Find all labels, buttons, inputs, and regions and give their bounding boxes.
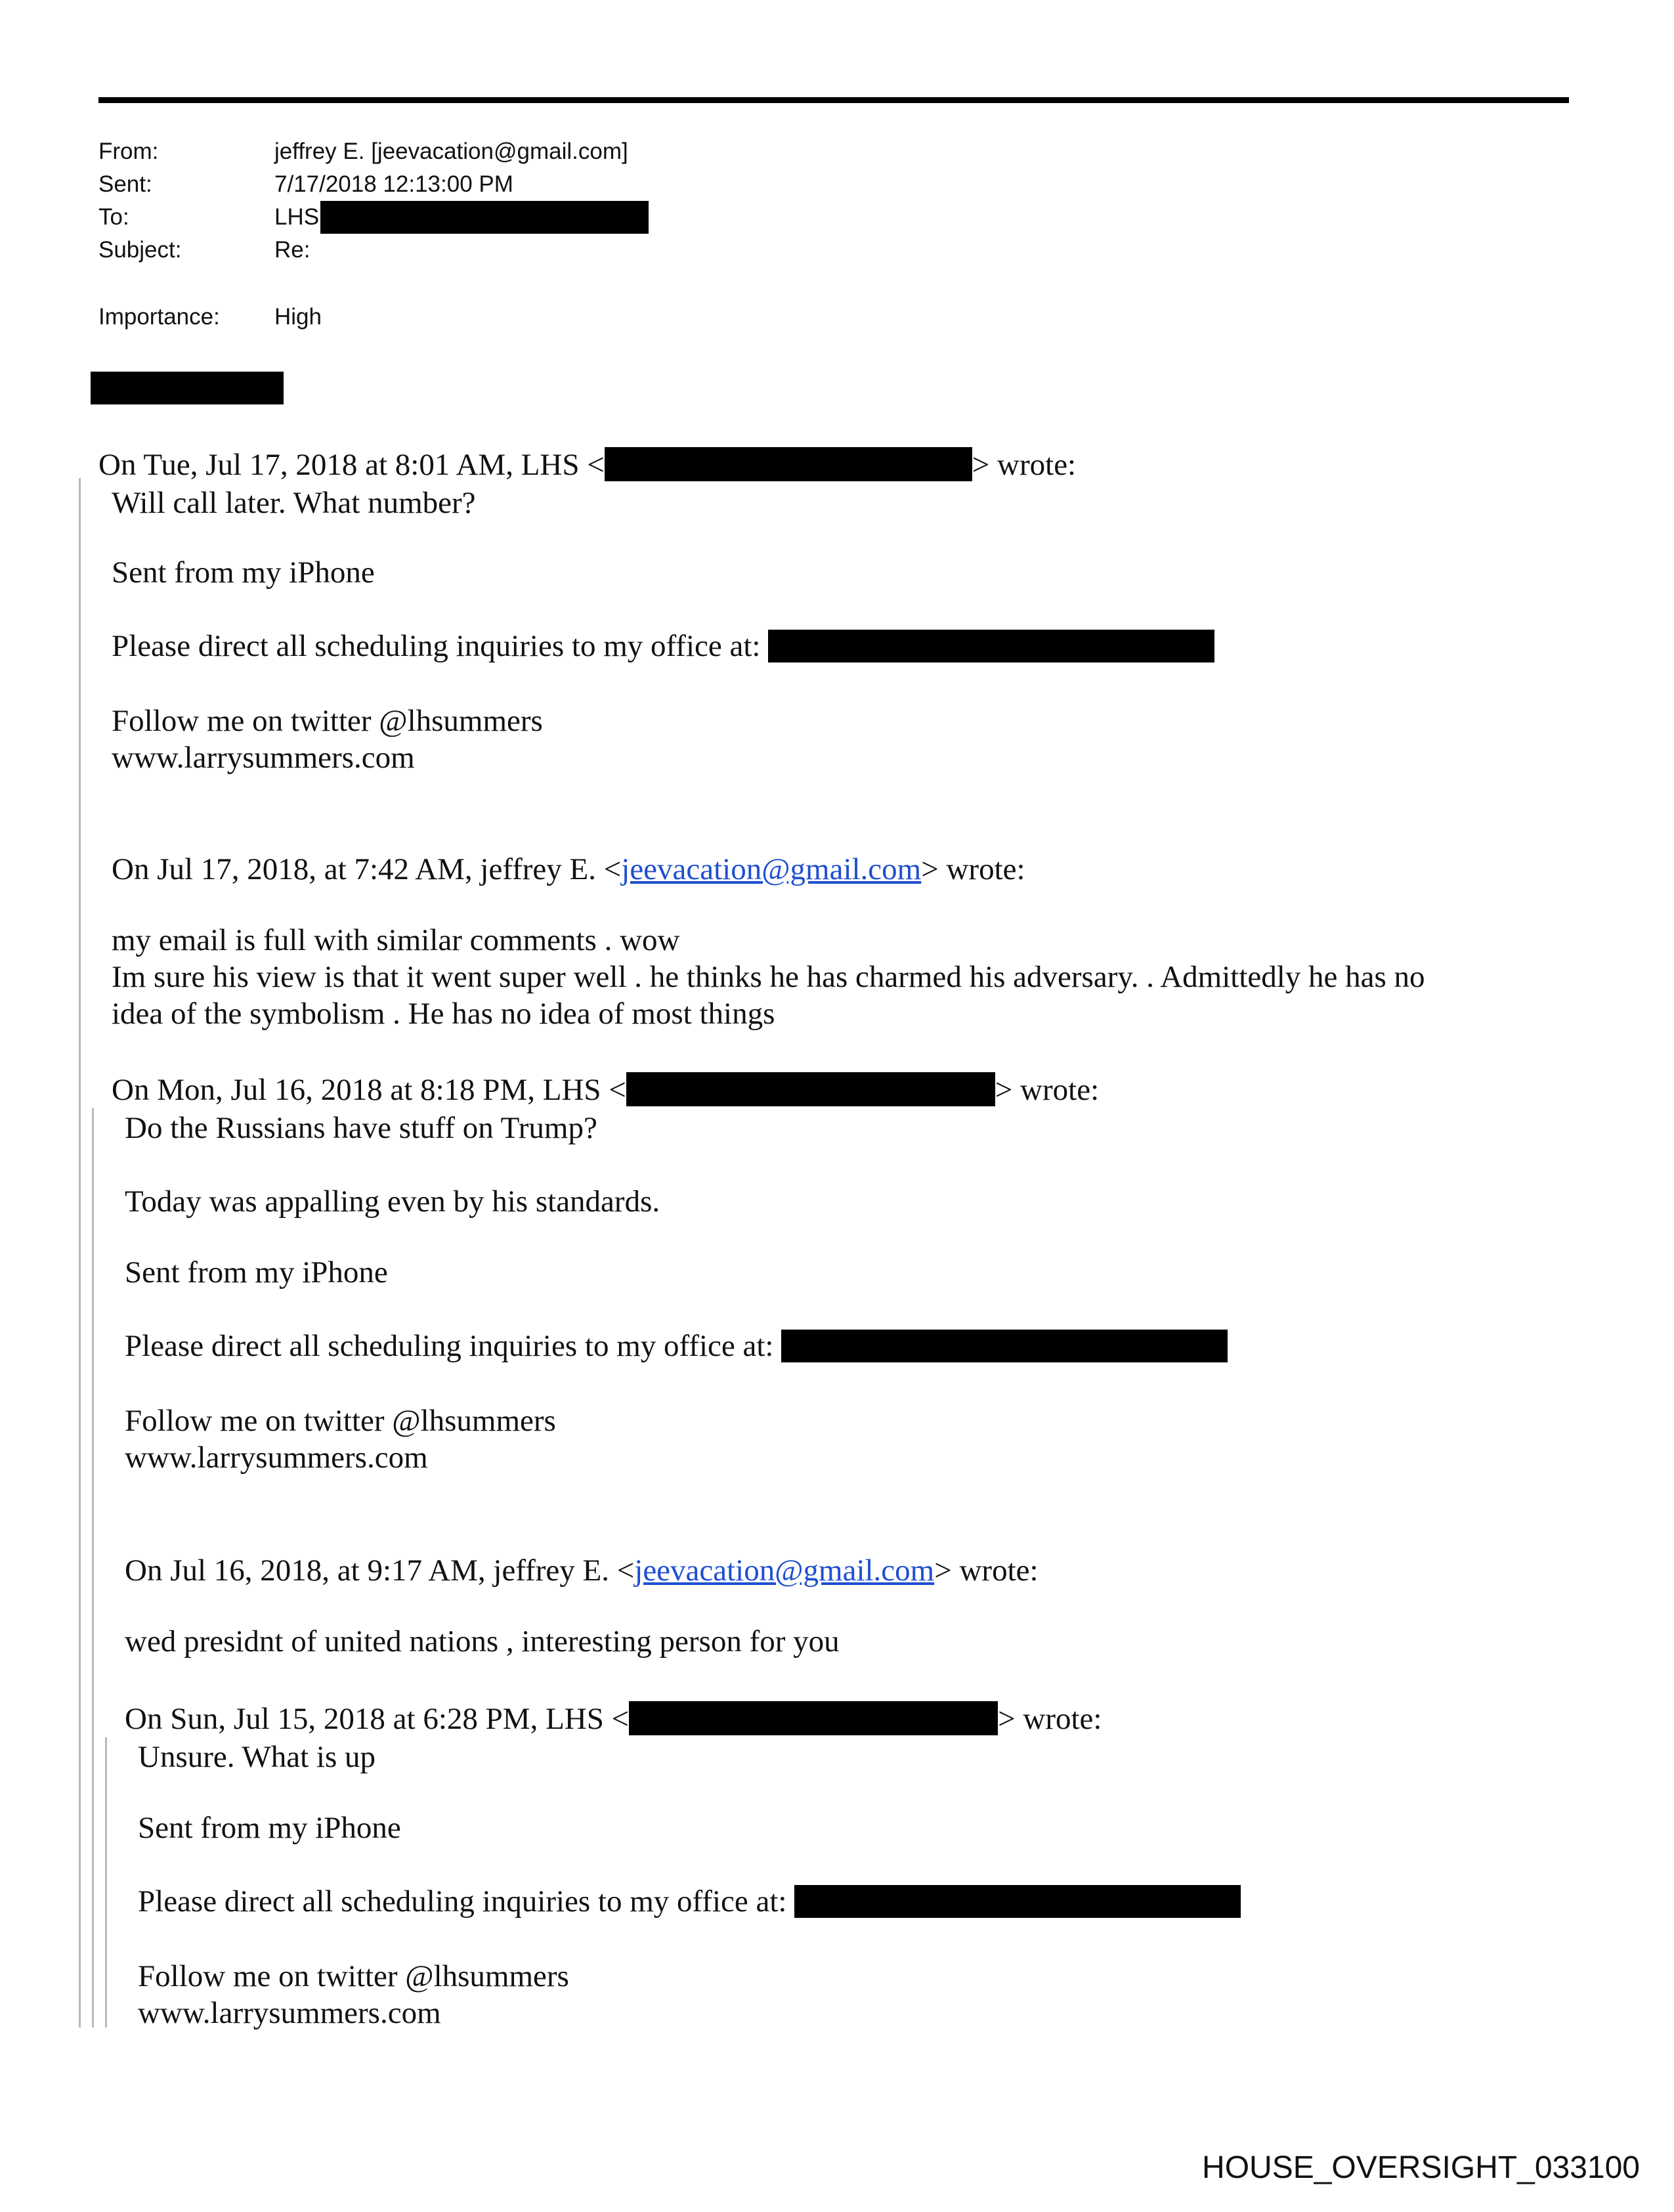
signature-sent-from: Sent from my iPhone (112, 555, 375, 590)
redaction-bar (626, 1072, 995, 1106)
message-line: idea of the symbolism . He has no idea of most things (112, 997, 775, 1031)
quote-attribution: On Sun, Jul 15, 2018 at 6:28 PM, LHS < > wrote: (125, 1702, 1102, 1736)
signature-twitter: Follow me on twitter @lhsummers (125, 1404, 556, 1438)
signature-scheduling: Please direct all scheduling inquiries to my office at: (125, 1328, 1228, 1364)
signature-twitter: Follow me on twitter @lhsummers (138, 1959, 569, 1993)
signature-scheduling: Please direct all scheduling inquiries to my office at: (138, 1883, 1241, 1920)
quote-bar-level-2 (92, 1108, 94, 2028)
sent-value: 7/17/2018 12:13:00 PM (274, 171, 513, 197)
message-line: wed presidnt of united nations , interesting person for you (125, 1624, 840, 1659)
quote-attribution: On Jul 16, 2018, at 9:17 AM, jeffrey E. <jeevacation@gmail.com> wrote: (125, 1553, 1039, 1588)
message-line: Im sure his view is that it went super well . he thinks he has charmed his adversary. . Admittedly he has no (112, 960, 1425, 994)
quote-bar-level-3 (105, 1737, 107, 2028)
quote-attribution: On Mon, Jul 16, 2018 at 8:18 PM, LHS < > wrote: (112, 1073, 1100, 1107)
message-line: Unsure. What is up (138, 1740, 376, 1774)
importance-label: Importance: (98, 304, 220, 330)
redaction-bar (781, 1330, 1228, 1362)
message-line: Will call later. What number? (112, 486, 476, 520)
to-value: LHS (274, 204, 320, 230)
email-link[interactable]: jeevacation@gmail.com (634, 1553, 935, 1588)
bates-number: HOUSE_OVERSIGHT_033100 (1202, 2150, 1640, 2185)
redaction-bar (629, 1701, 998, 1735)
subject-label: Subject: (98, 237, 182, 263)
signature-website: www.larrysummers.com (125, 1441, 428, 1475)
sent-label: Sent: (98, 171, 152, 197)
quote-attribution: On Jul 17, 2018, at 7:42 AM, jeffrey E. <jeevacation@gmail.com> wrote: (112, 852, 1025, 886)
header-divider (98, 97, 1569, 103)
from-label: From: (98, 139, 159, 164)
signature-sent-from: Sent from my iPhone (138, 1811, 401, 1845)
email-link[interactable]: jeevacation@gmail.com (621, 852, 922, 886)
signature-scheduling: Please direct all scheduling inquiries to my office at: (112, 628, 1214, 664)
subject-value: Re: (274, 237, 311, 263)
redaction-bar (794, 1885, 1241, 1918)
to-label: To: (98, 204, 129, 230)
message-line: Today was appalling even by his standards. (125, 1184, 660, 1219)
signature-website: www.larrysummers.com (138, 1996, 441, 2030)
from-value: jeffrey E. [jeevacation@gmail.com] (274, 139, 628, 164)
signature-sent-from: Sent from my iPhone (125, 1255, 388, 1290)
signature-website: www.larrysummers.com (112, 741, 415, 775)
signature-twitter: Follow me on twitter @lhsummers (112, 704, 543, 738)
quote-bar-level-1 (79, 478, 81, 2028)
redaction-bar (91, 372, 284, 404)
message-line: my email is full with similar comments . wow (112, 923, 680, 957)
message-line: Do the Russians have stuff on Trump? (125, 1111, 597, 1145)
importance-value: High (274, 304, 322, 330)
redaction-bar (320, 201, 649, 234)
quote-attribution: On Tue, Jul 17, 2018 at 8:01 AM, LHS < > wrote: (98, 448, 1077, 482)
redaction-bar (768, 630, 1214, 662)
redaction-bar (605, 447, 972, 481)
